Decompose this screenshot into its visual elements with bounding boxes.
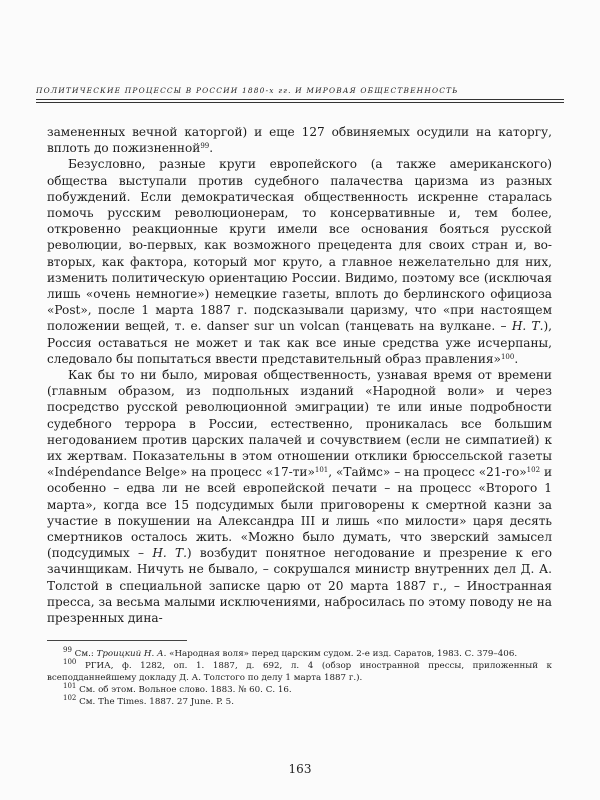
text-run: См. об этом. Вольное слово. 1883. № 60. С. 16.	[76, 685, 292, 695]
text-run: .	[209, 141, 214, 156]
footnote-ref: 100	[63, 658, 77, 666]
footnote-ref: 100	[500, 352, 515, 361]
italic-text: Н. Т.	[152, 546, 187, 561]
paragraph	[47, 124, 552, 156]
footnote-separator	[47, 640, 187, 641]
text-run: См. The Times. 1887. 27 June. P. 5.	[76, 697, 234, 707]
paragraph	[47, 367, 552, 626]
italic-text: Троицкий Н. А.	[96, 649, 167, 659]
text-run: Как бы то ни было, мировая общественность, узнавая время от времени (главным образом, из подпольных изданий «Народной воли» и через посредство русской революционной эмиграции) те или иные подробности судебного террора в России, естественно, проникалась все большим негодованием против царских палачей и сочувствием (если не симпатией) к их жертвам. Показательны в этом отношении отклики брюссельской газеты «Indépendance Belge» на процесс «17-ти»	[47, 368, 552, 480]
text-run: ), Россия оставаться не может и так как все иные средства уже исчерпаны, следовало бы попытаться ввести представительный образ правления»	[47, 319, 552, 366]
text-run: , «Таймс» – на процесс «21-го»	[328, 465, 527, 480]
footnote-ref: 102	[526, 466, 541, 475]
footnote	[47, 660, 552, 684]
running-header: ПОЛИТИЧЕСКИЕ ПРОЦЕССЫ В РОССИИ 1880-х гг. И МИРОВАЯ ОБЩЕСТВЕННОСТЬ	[36, 86, 459, 95]
footnote-ref: 99	[200, 142, 210, 151]
italic-text: Н. Т.	[511, 319, 544, 334]
text-run: .	[514, 351, 519, 366]
footnote	[47, 648, 552, 660]
text-run: и особенно – едва ли не всей европейской печати – на процесс «Второго 1 марта», когда все 15 подсудимых были приговорены к смертной казни за участие в покушении на Александра III и лишь «по милости» царя десять смертников осталось жить. «Можно было думать, что зверский замысел (подсудимых –	[47, 465, 553, 561]
footnote	[47, 696, 552, 708]
page-number: 163	[288, 762, 312, 776]
text-run: Безусловно, разные круги европейского (а также американского) общества выступали против судебного палачества царизма из разных побуждений. Если демократическая общественность искренне старалась помочь русским революционерам, то консервативные и, тем более, откровенно реакционные круги имели все основания бояться русской революции, во-первых, как возможного прецедента для своих стран и, во-вторых, как фактора, который мог круто, а главное нежелательно для них, изменить политическую ориентацию России. Видимо, поэтому все (исключая лишь «очень немногие») немецкие газеты, вплоть до берлинского официоза «Post», после 1 марта 1887 г. подсказывали царизму, что «при настоящем положении вещей, т. е. danser sur un volcan (танцевать на вулкане. –	[47, 157, 552, 334]
footnotes	[47, 648, 552, 708]
footnote-ref: 101	[63, 682, 77, 690]
footnote	[47, 684, 552, 696]
text-run: замененных вечной каторгой) и еще 127 обвиняемых осудили на каторгу, вплоть до пожизненной	[47, 125, 552, 156]
text-run: РГИА, ф. 1282, оп. 1. 1887, д. 692, л. 4 (обзор иностранной прессы, приложенный к всеподданнейшему докладу Д. А. Толстого по делу 1 марта 1887 г.).	[47, 661, 552, 683]
text-run: ) возбудит понятное негодование и презрение к его зачинщикам. Ничуть не бывало, – сокрушался министр внутренних дел Д. А. Толстой в специальной записке царю от 20 марта 1887 г., – Иностранная пресса, за весьма малыми исключениями, набросилась по этому поводу не на презренных дина-	[47, 546, 552, 626]
paragraph	[47, 156, 552, 367]
header-rule-thin	[36, 102, 564, 103]
footnote-ref: 102	[63, 694, 77, 702]
header-rule-thick	[36, 99, 564, 100]
footnote-ref: 99	[63, 646, 72, 654]
text-run: «Народная воля» перед царским судом. 2-е изд. Саратов, 1983. С. 379–406.	[166, 649, 518, 659]
footnote-ref: 101	[314, 466, 329, 475]
text-run: См.:	[71, 649, 97, 659]
main-text	[47, 124, 552, 626]
